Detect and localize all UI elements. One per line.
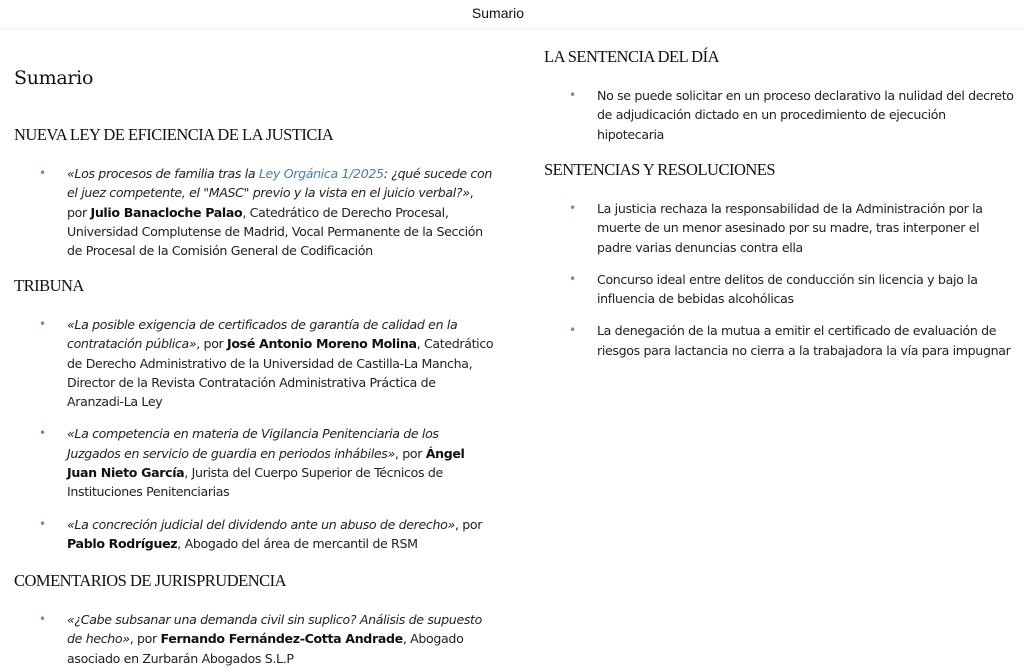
item-desc: , Catedrático de Derecho Procesal, Universidad Complutense de Madrid, Vocal Permanente de la Sección de Procesal de la Comisión General de Codificación: [67, 204, 483, 259]
section-title-sentencia-del-dia: LA SENTENCIA DEL DÍA: [544, 47, 719, 66]
bullet-icon: •: [39, 516, 46, 531]
section-list-comentarios: [14, 610, 494, 672]
item-por: , por: [454, 516, 483, 532]
item-text: La denegación de la mutua a emitir el certificado de evaluación de riesgos para lactancia no cierra a la trabajadora la vía para impugnar: [597, 323, 1011, 358]
list-item[interactable]: [544, 86, 1014, 144]
item-author: Pablo Rodríguez: [67, 535, 178, 551]
bullet-icon: •: [569, 88, 576, 102]
item-por: , por: [67, 185, 474, 220]
list-item[interactable]: [14, 164, 494, 260]
page-title: Sumario: [14, 67, 94, 89]
list-item[interactable]: [14, 610, 494, 668]
item-text: Concurso ideal entre delitos de conducción sin licencia y bajo la influencia de bebidas alcohólicas: [597, 271, 978, 307]
list-item[interactable]: [14, 315, 494, 411]
item-por: , por: [129, 631, 161, 647]
section-list-sentencia-del-dia: [544, 86, 1014, 157]
item-title-cont: : ¿qué sucede con el juez competente, el "MASC" previo y la vista en el juicio verbal?»: [67, 166, 492, 201]
item-text: No se puede solicitar en un proceso declarativo la nulidad del decreto de adjudicación dictado en un procedimiento de ejecución hipotecaria: [597, 88, 1014, 142]
list-item[interactable]: [544, 270, 1014, 309]
item-title: «La concreción judicial del dividendo ante un abuso de derecho»: [67, 516, 455, 532]
law-link[interactable]: Ley Orgánica 1/2025: [258, 166, 384, 181]
bullet-icon: •: [569, 201, 576, 215]
top-bar: [0, 0, 1024, 29]
section-list-nueva-ley: [14, 164, 494, 273]
item-author: José Antonio Moreno Molina: [227, 336, 417, 352]
list-item[interactable]: [14, 424, 494, 501]
bullet-icon: •: [569, 323, 576, 338]
bullet-icon: •: [39, 317, 46, 331]
item-author: Fernando Fernández-Cotta Andrade: [160, 631, 403, 647]
section-title-tribuna: TRIBUNA: [14, 276, 84, 295]
list-item[interactable]: [544, 321, 1014, 360]
item-title: «¿Cabe subsanar una demanda civil sin suplico? Análisis de supuesto de hecho»: [67, 612, 482, 647]
section-title-sentencias-resoluciones: SENTENCIAS Y RESOLUCIONES: [544, 160, 776, 179]
bullet-icon: •: [39, 166, 46, 180]
list-item[interactable]: [544, 199, 1014, 257]
bullet-icon: •: [569, 271, 576, 286]
bullet-icon: •: [39, 612, 46, 626]
item-por: , por: [196, 336, 228, 352]
bullet-icon: •: [39, 426, 46, 441]
item-desc: , Abogado asociado en Zurbarán Abogados S.L.P: [67, 631, 464, 666]
item-por: , por: [394, 445, 426, 461]
item-desc: , Catedrático de Derecho Administrativo de la Universidad de Castilla-La Mancha, Director de la Revista Contratación Administrativa Práctica de Aranzadi-La Ley: [67, 336, 494, 410]
item-title: «Los procesos de familia tras la: [67, 166, 259, 181]
section-title-comentarios: COMENTARIOS DE JURISPRUDENCIA: [14, 571, 287, 590]
item-title: «La posible exigencia de certificados de garantía de calidad en la contratación pública»: [67, 317, 458, 352]
top-bar-title: Sumario: [471, 5, 525, 21]
item-author: Julio Banacloche Palao: [90, 204, 243, 220]
item-desc: , Abogado del área de mercantil de RSM: [177, 535, 418, 551]
item-text: La justicia rechaza la responsabilidad de la Administración por la muerte de un menor asesinado por su madre, tras interponer el padre varias denuncias contra ella: [597, 201, 983, 255]
item-author: Ángel Juan Nieto García: [67, 445, 465, 481]
item-desc: , Jurista del Cuerpo Superior de Técnicos de Instituciones Penitenciarias: [67, 465, 443, 500]
section-list-tribuna: [14, 315, 494, 566]
section-title-nueva-ley: NUEVA LEY DE EFICIENCIA DE LA JUSTICIA: [14, 125, 334, 144]
section-list-sentencias-resoluciones: [544, 199, 1014, 373]
list-item[interactable]: [14, 515, 494, 554]
item-title: «La competencia en materia de Vigilancia Penitenciaria de los Juzgados en servicio de guardia en periodos inhábiles»: [67, 426, 439, 461]
